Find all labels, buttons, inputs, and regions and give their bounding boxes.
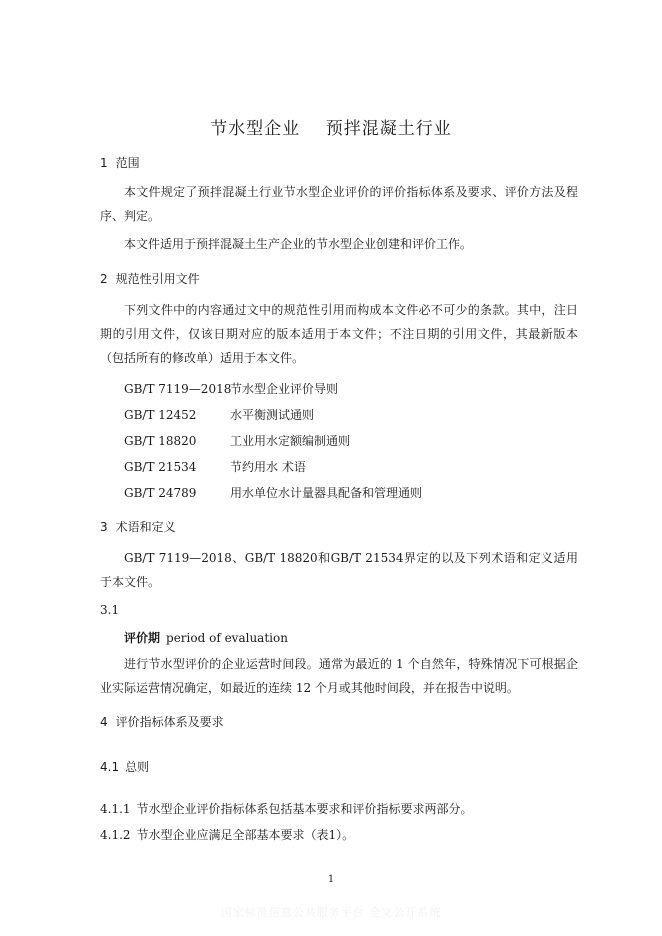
watermark: 国家标准信息公共服务平台 全文公开系统 <box>220 906 442 919</box>
section-title: 范围 <box>115 156 140 170</box>
reference-title: 水平衡测试通则 <box>230 408 315 422</box>
section-title: 规范性引用文件 <box>115 272 200 286</box>
reference-item <box>124 459 306 475</box>
term-chinese: 评价期 <box>124 631 161 645</box>
section-1-paragraph-1: 本文件规定了预拌混凝土行业节水型企业评价的评价指标体系及要求、评价方法及程序、判定。 <box>100 185 578 223</box>
section-title: 术语和定义 <box>115 520 176 534</box>
section-number: 2 <box>100 272 108 286</box>
reference-title: 用水单位水计量器具配备和管理通则 <box>230 486 423 500</box>
clause-4-1-2 <box>100 826 354 843</box>
reference-item <box>124 407 314 423</box>
reference-code: GB/T 24789 <box>124 486 197 500</box>
term-definition: 进行节水型评价的企业运营时间段。通常为最近的 1 个自然年，特殊情况下可根据企业实际运营情况确定，如最近的连续 12 个月或其他时间段，并在报告中说明。 <box>100 657 578 695</box>
reference-item <box>124 485 422 501</box>
section-number: 1 <box>100 156 108 170</box>
clause-text: 节水型企业评价指标体系包括基本要求和评价指标要求两部分。 <box>136 802 473 816</box>
clause-text: 节水型企业应满足全部基本要求（表1）。 <box>136 828 355 842</box>
section-4-heading <box>100 713 224 730</box>
term-number: 3.1 <box>100 603 120 617</box>
subsection-number: 4.1 <box>100 760 120 774</box>
section-2-paragraph-1: 下列文件中的内容通过文中的规范性引用而构成本文件必不可少的条款。其中，注日期的引用文件，仅该日期对应的版本适用于本文件；不注日期的引用文件，其最新版本（包括所有的修改单）适用于本文件。 <box>100 303 578 365</box>
section-number: 4 <box>100 715 108 729</box>
reference-item <box>124 433 350 449</box>
subsection-4-1-heading <box>100 758 149 775</box>
term-english: period of evaluation <box>166 631 288 645</box>
reference-item <box>124 381 338 397</box>
section-1-heading <box>100 154 140 171</box>
reference-code: GB/T 18820 <box>124 434 197 448</box>
reference-code: GB/T 21534 <box>124 460 197 474</box>
page-number: 1 <box>327 874 335 885</box>
document-title: 节水型企业 预拌混凝土行业 <box>210 119 452 139</box>
clause-number: 4.1.1 <box>100 802 131 816</box>
subsection-title: 总则 <box>125 760 150 774</box>
section-3-heading <box>100 518 176 535</box>
section-3-paragraph-1: GB/T 7119—2018、GB/T 18820和GB/T 21534界定的以及下列术语和定义适用于本文件。 <box>100 551 578 589</box>
term-entry <box>124 629 288 646</box>
section-number: 3 <box>100 520 108 534</box>
section-2-heading <box>100 270 200 287</box>
reference-title: 节水型企业评价导则 <box>230 382 339 396</box>
clause-number: 4.1.2 <box>100 828 131 842</box>
reference-title: 工业用水定额编制通则 <box>230 434 351 448</box>
section-title: 评价指标体系及要求 <box>115 715 224 729</box>
clause-4-1-1 <box>100 800 473 817</box>
reference-code: GB/T 7119—2018 <box>124 382 232 396</box>
reference-title: 节约用水 术语 <box>230 460 306 474</box>
section-1-paragraph-2: 本文件适用于预拌混凝土生产企业的节水型企业创建和评价工作。 <box>124 237 473 251</box>
reference-code: GB/T 12452 <box>124 408 197 422</box>
